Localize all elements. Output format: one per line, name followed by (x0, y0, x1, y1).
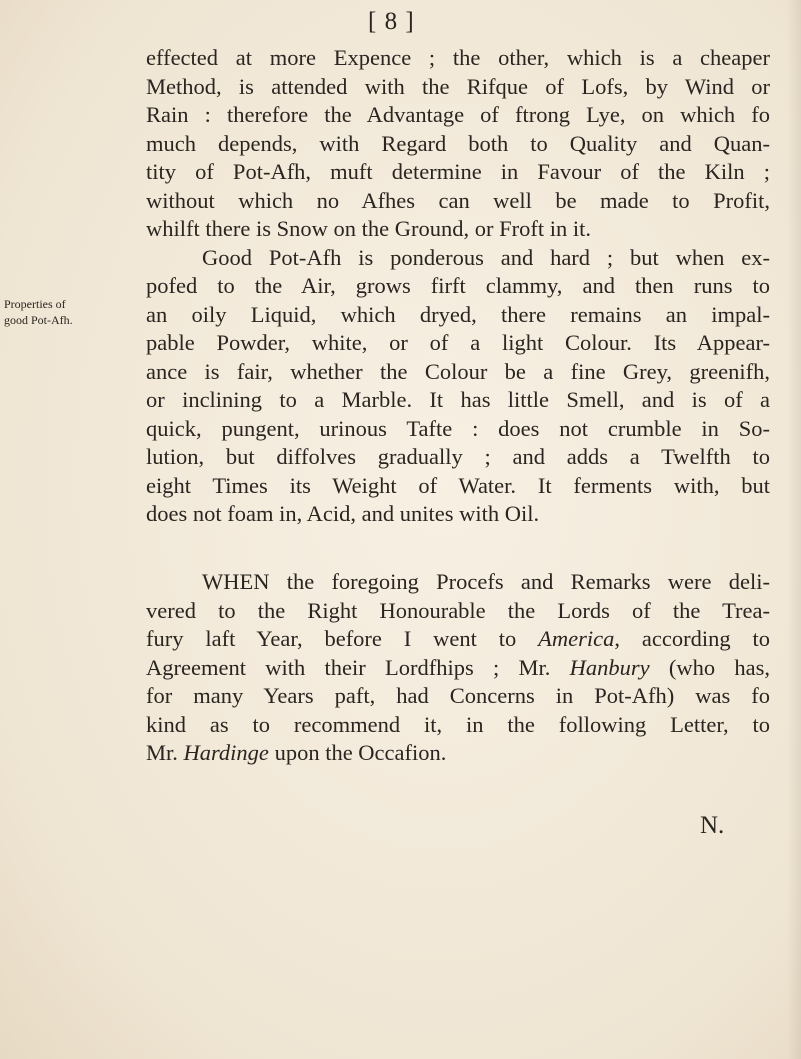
margin-note-line: Properties of (4, 297, 66, 311)
text-line: Good Pot-Afh is ponderous and hard ; but when ex- (202, 244, 770, 270)
text-line: quick, pungent, urinous Tafte : does not crumble in So- (146, 415, 770, 441)
italic-word: Hanbury (569, 654, 650, 680)
catchword: N. (700, 812, 725, 839)
text-line: for many Years paft, had Concerns in Pot-Afh) was fo (146, 683, 770, 708)
text-line: pofed to the Air, grows firft clammy, and then runs to (146, 273, 770, 298)
text-line: Method, is attended with the Rifque of Lofs, by Wind or (146, 73, 770, 99)
text-run: , according to (614, 626, 770, 651)
text-line (146, 654, 770, 683)
paragraph-2 (146, 568, 770, 768)
text-line: WHEN the foregoing Procefs and Remarks were deli- (202, 569, 770, 594)
italic-word: Hardinge (183, 740, 269, 765)
text-line: vered to the Right Honourable the Lords of the Trea- (146, 597, 770, 623)
text-line: an oily Liquid, which dryed, there remains an impal- (146, 301, 770, 327)
text-line: eight Times its Weight of Water. It ferments with, but (146, 472, 770, 498)
text-line: kind as to recommend it, in the following Letter, to (146, 711, 770, 737)
text-line: tity of Pot-Afh, muft determine in Favour of the Kiln ; (146, 159, 770, 184)
text-line: does not foam in, Acid, and unites with Oil. (146, 501, 540, 526)
text-line: whilft there is Snow on the Ground, or Froft in it. (146, 216, 591, 241)
text-line (146, 739, 770, 768)
text-run: (who has, (649, 654, 771, 680)
text-line: without which no Afhes can well be made to Profit, (146, 187, 770, 213)
text-line: Rain : therefore the Advantage of ftrong Lye, on which fo (146, 102, 770, 127)
text-line: lution, but diffolves gradually ; and adds a Twelfth to (146, 444, 770, 469)
text-run: fury laft Year, before I went to (146, 626, 517, 651)
text-line: ance is fair, whether the Colour be a fine Grey, greenifh, (146, 358, 770, 384)
paragraph-1 (146, 44, 770, 529)
text-line: or inclining to a Marble. It has little Smell, and is of a (146, 387, 770, 412)
text-run: upon the Occafion. (268, 740, 447, 765)
text-line: much depends, with Regard both to Quality and Quan- (146, 130, 770, 156)
page-number-header: [ 8 ] (368, 8, 415, 35)
text-line (146, 625, 770, 654)
text-line: pable Powder, white, or of a light Colour. Its Appear- (146, 330, 770, 355)
italic-word: America (538, 626, 615, 651)
text-run: Agreement with their Lordfhips ; Mr. (146, 654, 551, 680)
margin-note-line: good Pot-Afh. (4, 313, 73, 327)
margin-note (4, 296, 124, 328)
text-run: Mr. (146, 740, 178, 765)
page-edge-shadow (787, 0, 801, 1059)
text-line: effected at more Expence ; the other, which is a cheaper (146, 45, 770, 70)
